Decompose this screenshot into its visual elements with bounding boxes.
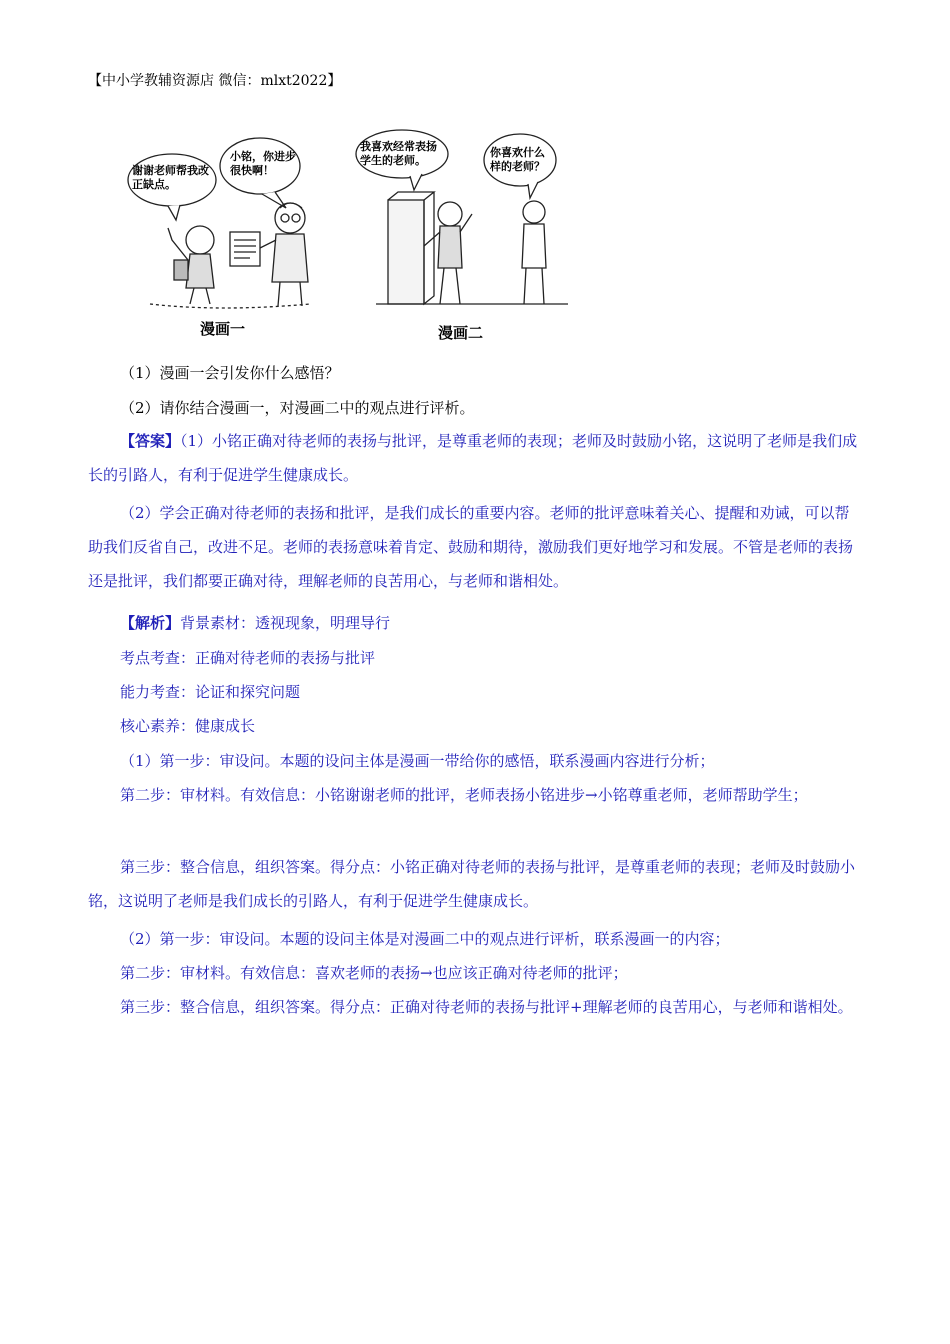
header-watermark: 【中小学教辅资源店 微信：mlxt2022】 xyxy=(88,73,342,89)
analysis-s2-step1: （2）第一步：审设问。本题的设问主体是对漫画二中的观点进行评析，联系漫画一的内容； xyxy=(120,930,730,948)
comic-one-bubble-right: 小铭，你进步很快啊！ xyxy=(230,150,296,177)
comic-one-bubble-left: 谢谢老师帮我改正缺点。 xyxy=(132,164,209,191)
analysis-s2-step3: 第三步：整合信息，组织答案。得分点：正确对待老师的表扬与批评+理解老师的良苦用心，与老师和谐相处。 xyxy=(120,998,853,1016)
comic-one-caption: 漫画一 xyxy=(200,320,246,338)
analysis-s1-step3: 第三步：整合信息，组织答案。得分点：小铭正确对待老师的表扬与批评，是尊重老师的表现；老师及时鼓励小铭，这说明了老师是我们成长的引路人，有利于促进学生健康成长。 xyxy=(88,858,856,910)
analysis-point: 考点考查：正确对待老师的表扬与批评 xyxy=(120,649,376,667)
analysis-ability: 能力考查：论证和探究问题 xyxy=(120,683,301,701)
analysis-s1-step2: 第二步：审材料。有效信息：小铭谢谢老师的批评，老师表扬小铭进步→小铭尊重老师，老师帮助学生； xyxy=(120,786,808,804)
question-2: （2）请你结合漫画一，对漫画二中的观点进行评析。 xyxy=(120,399,475,417)
answer-paragraph-2: （2）学会正确对待老师的表扬和批评，是我们成长的重要内容。老师的批评意味着关心、提醒和劝诫，可以帮助我们反省自己，改进不足。老师的表扬意味着肯定、鼓励和期待，激励我们更好地学习和发展。不管是老师的表扬还是批评，我们都要正确对待，理解老师的良苦用心，与老师和谐相处。 xyxy=(88,504,854,590)
answer-label: 【答案】 xyxy=(120,432,181,450)
comic-two-bubble-right: 你喜欢什么样的老师？ xyxy=(490,146,545,173)
analysis-label: 【解析】 xyxy=(120,614,181,632)
analysis-s2-step2: 第二步：审材料。有效信息：喜欢老师的表扬→也应该正确对待老师的批评； xyxy=(120,964,628,982)
comic-two-caption: 漫画二 xyxy=(438,324,484,342)
analysis-literacy: 核心素养：健康成长 xyxy=(120,717,256,735)
question-1: （1）漫画一会引发你什么感悟？ xyxy=(120,364,340,382)
comic-two-bubble-left: 我喜欢经常表扬学生的老师。 xyxy=(360,140,437,167)
analysis-s1-step1: （1）第一步：审设问。本题的设问主体是漫画一带给你的感悟，联系漫画内容进行分析； xyxy=(120,752,715,770)
analysis-background: 【解析】背景素材：透视现象，明理导行 xyxy=(120,614,391,632)
answer-paragraph-1: 【答案】（1）小铭正确对待老师的表扬与批评，是尊重老师的表现；老师及时鼓励小铭，这说明了老师是我们成长的引路人，有利于促进学生健康成长。 xyxy=(88,432,858,484)
